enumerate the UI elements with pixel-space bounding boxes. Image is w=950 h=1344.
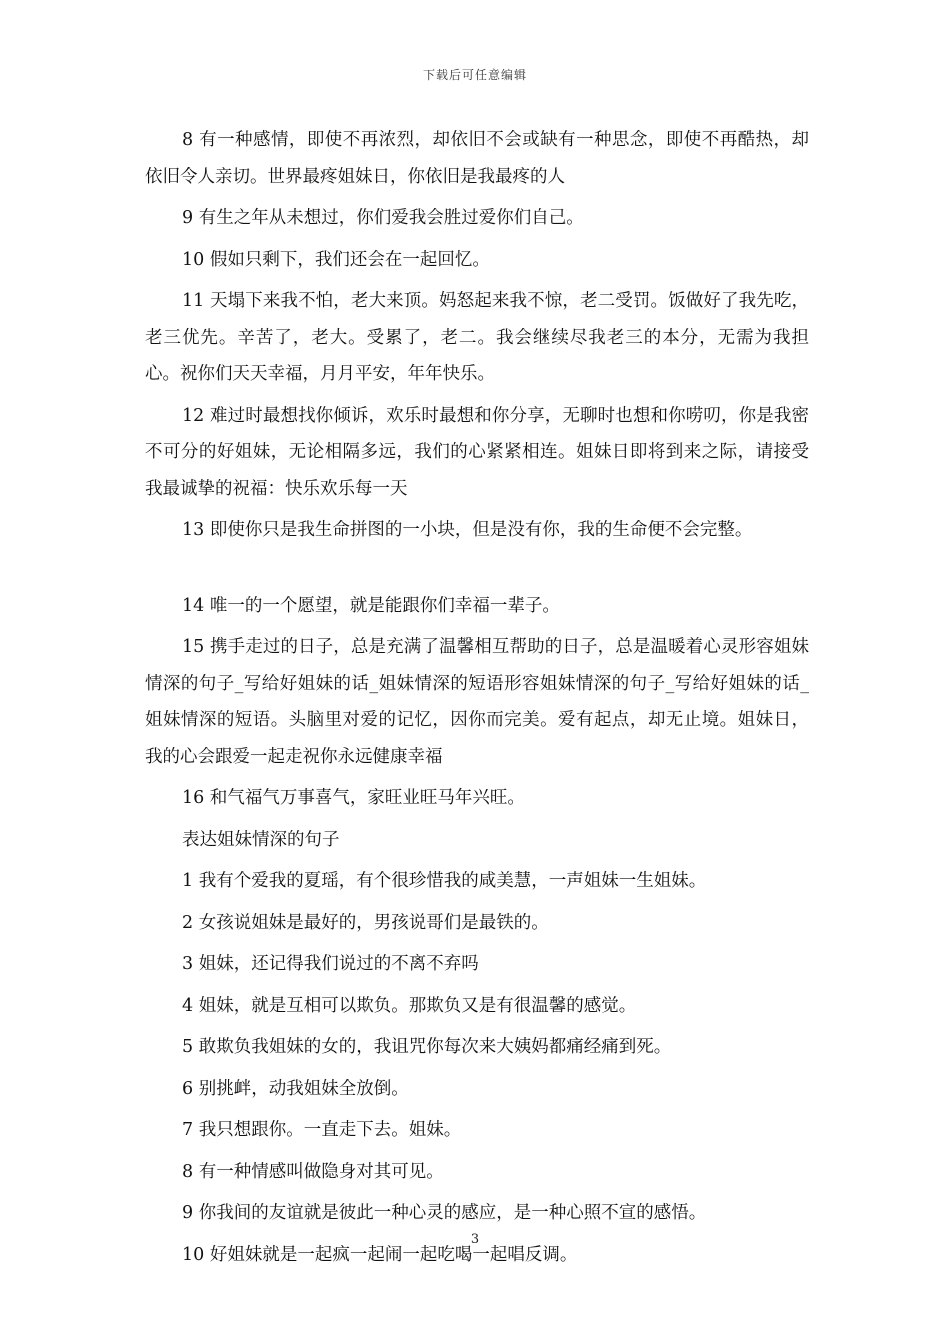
paragraph: 8 有一种情感叫做隐身对其可见。 [182,1161,444,1182]
paragraph: 8 有一种感情，即使不再浓烈，却依旧不会或缺有一种思念，即使不再酷热，却依旧令人亲切。世界最疼姐妹日，你依旧是我最疼的人 [145,130,809,187]
paragraph: 15 携手走过的日子，总是充满了温馨相互帮助的日子，总是温暖着心灵形容姐妹情深的句子_写给好姐妹的话_姐妹情深的短语形容姐妹情深的句子_写给好姐妹的话_姐妹情深的短语。头脑里对爱的记忆，因你而完美。爱有起点，却无止境。姐妹日，我的心会跟爱一起走祝你永远健康幸福 [145,637,809,767]
page-header: 下载后可任意编辑 [422,68,527,82]
paragraph: 7 我只想跟你。一直走下去。姐妹。 [182,1120,462,1140]
paragraph: 11 天塌下来我不怕，老大来顶。妈怒起来我不惊，老二受罚。饭做好了我先吃，老三优先。辛苦了，老大。受累了，老二。我会继续尽我老三的本分，无需为我担心。祝你们天天幸福，月月平安，年年快乐。 [145,291,809,384]
paragraph: 16 和气福气万事喜气，家旺业旺马年兴旺。 [182,788,525,808]
paragraph: 5 敢欺负我姐妹的女的，我诅咒你每次来大姨妈都痛经痛到死。 [182,1037,672,1057]
paragraph: 6 别挑衅，动我姐妹全放倒。 [182,1078,409,1099]
paragraph: 3 姐妹，还记得我们说过的不离不弃吗 [182,954,479,974]
paragraph: 12 难过时最想找你倾诉，欢乐时最想和你分享，无聊时也想和你唠叨，你是我密不可分的好姐妹，无论相隔多远，我们的心紧紧相连。姐妹日即将到来之际，请接受我最诚挚的祝福：快乐欢乐每一天 [145,405,809,499]
paragraph: 13 即使你只是我生命拼图的一小块，但是没有你，我的生命便不会完整。 [182,520,753,540]
paragraph: 9 有生之年从未想过，你们爱我会胜过爱你们自己。 [182,208,584,228]
paragraph: 9 你我间的友谊就是彼此一种心灵的感应，是一种心照不宣的感悟。 [182,1203,707,1223]
document-body [145,122,809,1278]
section-heading: 表达姐妹情深的句子 [182,829,340,850]
page-number: 3 [470,1232,480,1247]
paragraph: 10 好姐妹就是一起疯一起闹一起吃喝一起唱反调。 [182,1244,578,1265]
paragraph: 1 我有个爱我的夏瑶，有个很珍惜我的咸美慧，一声姐妹一生姐妹。 [182,871,707,891]
paragraph: 14 唯一的一个愿望，就是能跟你们幸福一辈子。 [182,595,560,616]
blank-line [145,554,809,588]
paragraph: 2 女孩说姐妹是最好的，男孩说哥们是最铁的。 [182,912,549,933]
paragraph: 4 姐妹，就是互相可以欺负。那欺负又是有很温馨的感觉。 [182,995,637,1016]
paragraph: 10 假如只剩下，我们还会在一起回忆。 [182,249,490,270]
